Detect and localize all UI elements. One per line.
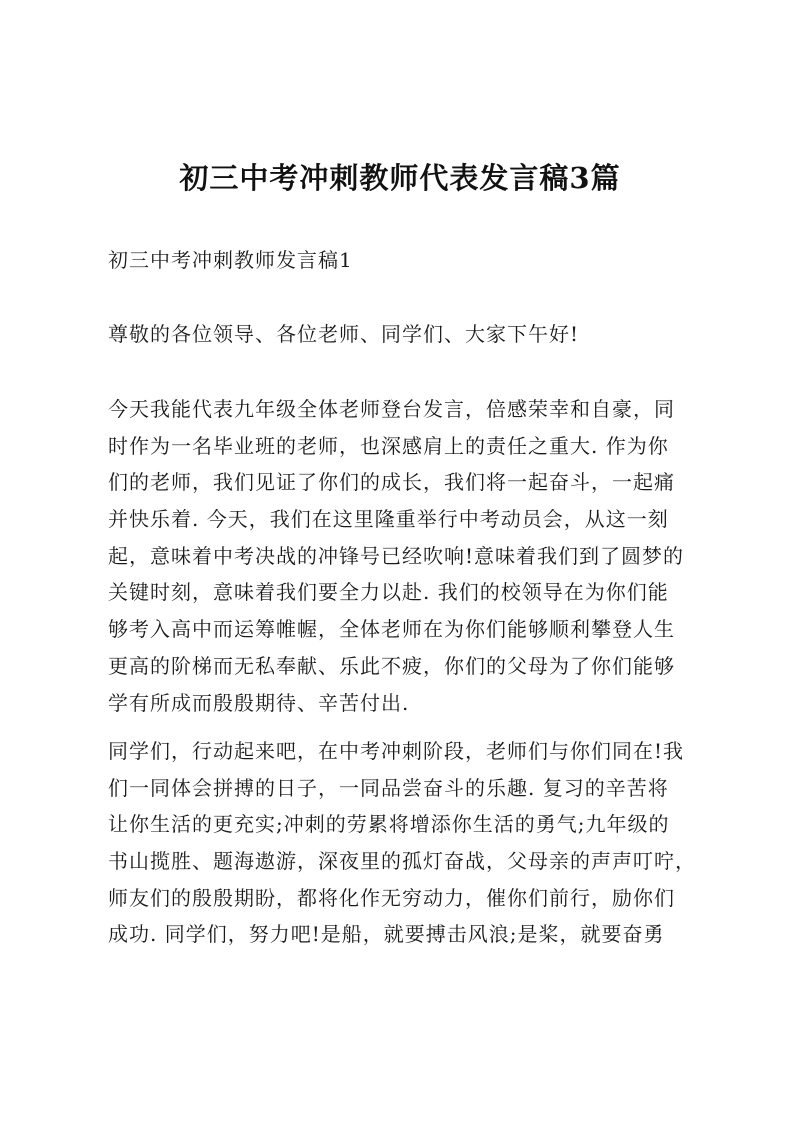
paragraph-line: 时作为一名毕业班的老师，也深感肩上的责任之重大. 作为你: [108, 433, 669, 458]
paragraph-line: 关键时刻，意味着我们要全力以赴. 我们的校领导在为你们能: [108, 580, 669, 605]
paragraph-line: 够考入高中而运筹帷幄，全体老师在为你们能够顺利攀登人生: [108, 617, 675, 642]
paragraph-line: 书山揽胜、题海遨游，深夜里的孤灯奋战，父母亲的声声叮咛，: [108, 849, 696, 874]
paragraph-line: 师友们的殷殷期盼，都将化作无穷动力，催你们前行，励你们: [108, 885, 675, 910]
paragraph-line: 让你生活的更充实;冲刺的劳累将增添你生活的勇气;九年级的: [108, 812, 670, 837]
document-title: 初三中考冲刺教师代表发言稿3篇: [179, 161, 621, 195]
paragraph-line: 今天我能代表九年级全体老师登台发言，倍感荣幸和自豪，同: [108, 397, 675, 421]
paragraph-line: 同学们，行动起来吧，在中考冲刺阶段，老师们与你们同在!我: [108, 739, 685, 763]
paragraph-line: 学有所成而殷殷期待、辛苦付出.: [108, 690, 410, 715]
greeting-line: 尊敬的各位领导、各位老师、同学们、大家下午好!: [108, 322, 580, 346]
paragraph-1: [108, 391, 698, 721]
paragraph-line: 们一同体会拼搏的日子，一同品尝奋斗的乐趣. 复习的辛苦将: [108, 775, 669, 800]
paragraph-line: 起，意味着中考决战的冲锋号已经吹响!意味着我们到了圆梦的: [108, 543, 685, 568]
paragraph-line: 更高的阶梯而无私奉献、乐此不疲，你们的父母为了你们能够: [108, 653, 675, 678]
paragraph-line: 成功. 同学们，努力吧!是船，就要搏击风浪;是桨，就要奋勇: [108, 922, 665, 947]
paragraph-2: [108, 733, 698, 953]
section-heading: 初三中考冲刺教师发言稿1: [108, 248, 353, 272]
paragraph-line: 并快乐着. 今天，我们在这里隆重举行中考动员会，从这一刻: [108, 507, 669, 532]
paragraph-line: 们的老师，我们见证了你们的成长，我们将一起奋斗，一起痛: [108, 470, 675, 495]
